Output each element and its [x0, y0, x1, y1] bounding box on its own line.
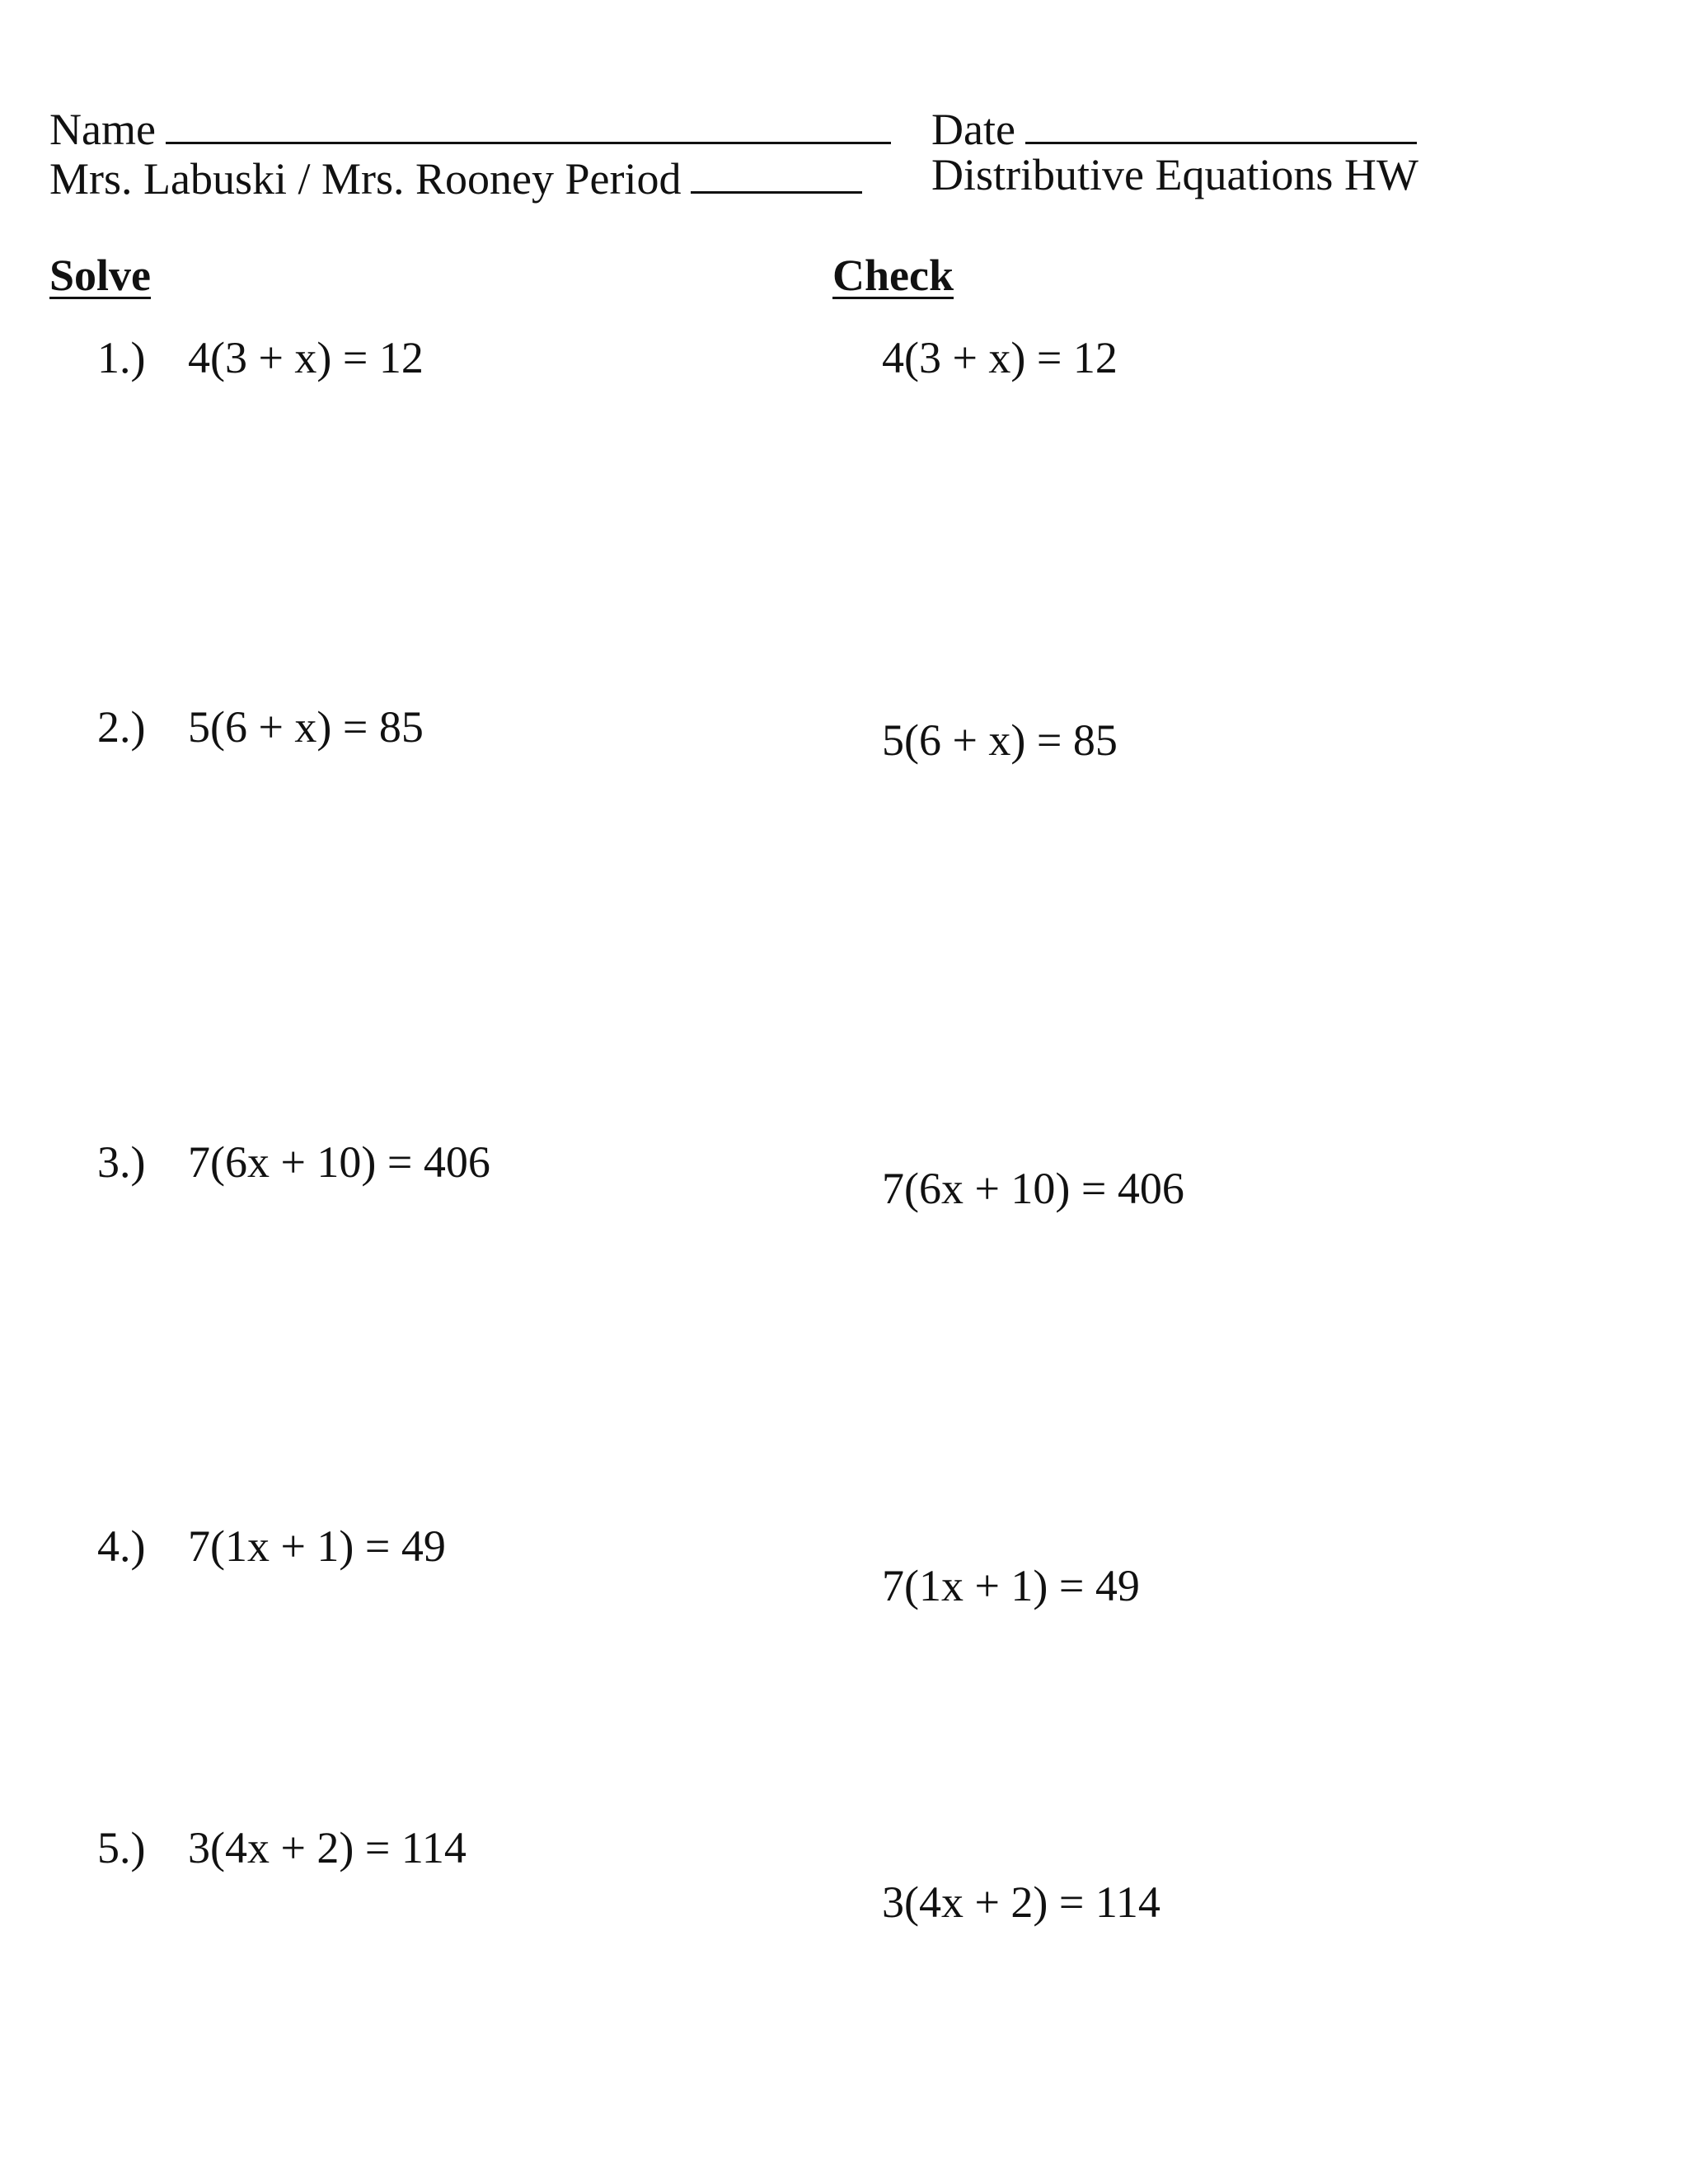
problem-number: 1.) [97, 333, 146, 382]
date-label: Date [931, 105, 1015, 154]
teacher-period-label: Mrs. Labuski / Mrs. Rooney Period [49, 154, 682, 204]
problem-number: 5.) [97, 1823, 146, 1872]
problem-equation: 4(3 + x) = 12 [188, 333, 424, 382]
date-blank[interactable] [1025, 99, 1417, 144]
worksheet-title: Distributive Equations HW [931, 150, 1418, 199]
solve-heading: Solve [49, 251, 152, 300]
problem-equation: 7(6x + 10) = 406 [188, 1137, 490, 1187]
problem-equation: 3(4x + 2) = 114 [188, 1823, 467, 1872]
name-blank[interactable] [166, 99, 891, 144]
problem-number: 2.) [97, 702, 146, 752]
check-heading: Check [832, 251, 954, 300]
name-row [49, 99, 891, 156]
period-blank[interactable] [691, 148, 862, 194]
name-label: Name [49, 105, 156, 154]
problem-equation: 7(1x + 1) = 49 [188, 1521, 446, 1571]
check-equation: 4(3 + x) = 12 [882, 333, 1118, 382]
check-equation: 7(1x + 1) = 49 [882, 1561, 1140, 1610]
teacher-period-row [49, 148, 862, 205]
date-row [931, 99, 1417, 156]
problem-equation: 5(6 + x) = 85 [188, 702, 424, 752]
check-equation: 3(4x + 2) = 114 [882, 1877, 1160, 1927]
problem-number: 3.) [97, 1137, 146, 1187]
check-equation: 7(6x + 10) = 406 [882, 1164, 1184, 1213]
check-equation: 5(6 + x) = 85 [882, 715, 1118, 765]
problem-number: 4.) [97, 1521, 146, 1571]
